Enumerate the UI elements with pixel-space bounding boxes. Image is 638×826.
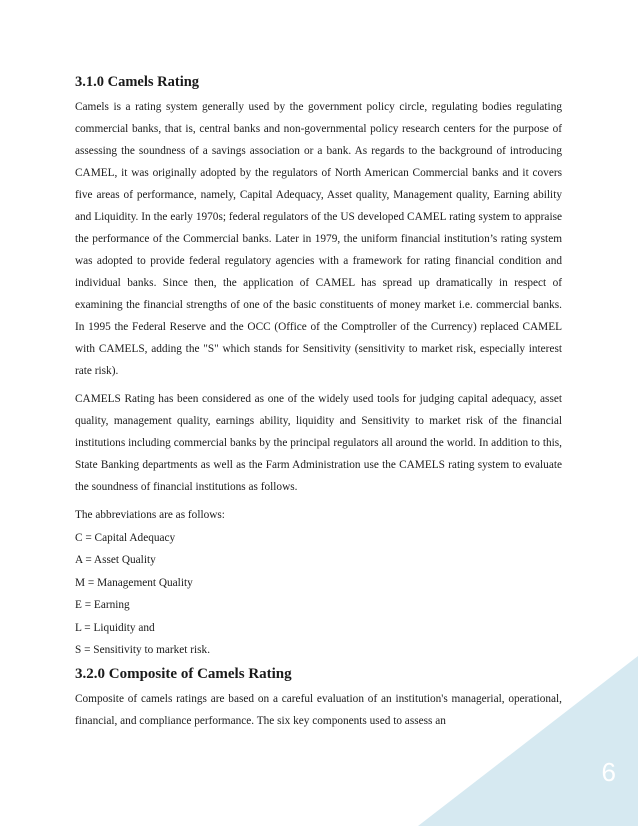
paragraph-composite: Composite of camels ratings are based on a careful evaluation of an institution's managerial, operational, financial, and compliance performance. The six key components used to assess an	[75, 692, 562, 727]
paragraph-camels-usage: CAMELS Rating has been considered as one of the widely used tools for judging capital adequacy, asset quality, management quality, earnings ability, liquidity and Sensitivity to market risk of the financial institutions including commercial banks by the principal regulators all around the world. In addition to this, State Banking departments as well as the Farm Administration use the CAMELS rating system to evaluate the soundness of financial institutions as follows.	[75, 393, 562, 493]
abbreviation-item: E = Earning	[75, 599, 130, 611]
abbreviations-list	[75, 527, 562, 662]
section-heading-camels-rating: 3.1.0 Camels Rating	[75, 74, 200, 90]
abbreviation-item: A = Asset Quality	[75, 554, 156, 566]
abbreviation-item: S = Sensitivity to market risk.	[75, 644, 211, 656]
abbreviations-intro: The abbreviations are as follows:	[75, 509, 225, 521]
abbreviation-item: L = Liquidity and	[75, 621, 155, 634]
paragraph-camels-intro: Camels is a rating system generally used by the government policy circle, regulating bodies regulating commercial banks, that is, central banks and non-governmental policy research centers for the purpose of assessing the soundness of a savings association or a bank. As regards to the background of introducing CAMEL, it was originally adopted by the regulators of North American Commercial banks and it covers five areas of performance, namely, Capital Adequacy, Asset quality, Management quality, Earning ability and Liquidity. In the early 1970s; federal regulators of the US developed CAMEL rating system to appraise the performance of the Commercial banks. Later in 1979, the uniform financial institution’s rating system was adopted to provide federal regulatory agencies with a framework for rating financial condition and individual banks. Since then, the application of CAMEL has spread up dramatically in respect of examining the financial strengths of one of the basic constituents of money market i.e. commercial banks. In 1995 the Federal Reserve and the OCC (Office of the Comptroller of the Currency) replaced CAMEL with CAMELS, adding the "S" which stands for Sensitivity (sensitivity to market risk, especially interest rate risk).	[75, 101, 562, 377]
page-number: 6	[601, 757, 616, 787]
abbreviation-item: M = Management Quality	[75, 576, 193, 589]
section-heading-composite: 3.2.0 Composite of Camels Rating	[75, 665, 292, 682]
corner-triangle	[418, 656, 638, 826]
abbreviation-item: C = Capital Adequacy	[75, 531, 176, 544]
page-content	[75, 73, 562, 738]
corner-decoration	[418, 656, 638, 826]
